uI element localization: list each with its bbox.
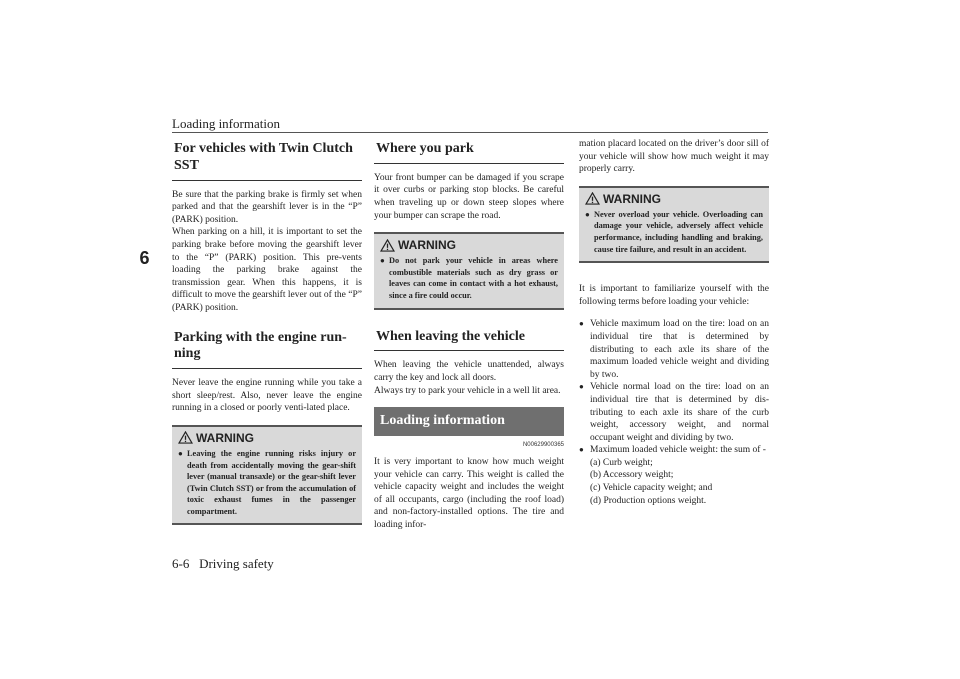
paragraph: Be sure that the parking brake is firmly set when parked and that the gearshift lever is in the “P” (PARK) position. xyxy=(172,189,362,225)
warning-text: Do not park your vehicle in areas where combustible materials such as dry grass or leaves can come in contact with a hot exhaust, since a fire could occur. xyxy=(389,256,558,300)
bullet-icon: ● xyxy=(579,382,584,392)
paragraph: Never leave the engine running while you take a short sleep/rest. Also, never leave the engine running in a closed or poorly venti-lated place. xyxy=(172,378,362,414)
paragraph: Your front bumper can be damaged if you scrape it over curbs or parking stop blocks. Be careful when traveling up or down steep slopes where your bumper can scrape the road. xyxy=(374,172,564,221)
list-item xyxy=(579,318,769,381)
page-header-title: Loading information xyxy=(172,116,280,131)
warning-item xyxy=(178,448,356,518)
sub-list-item: (c) Vehicle capacity weight; and xyxy=(590,483,713,494)
warning-triangle-icon xyxy=(178,431,193,444)
document-code: N00629900365 xyxy=(522,441,564,448)
bullet-icon: ● xyxy=(585,209,590,219)
sub-list-item: (b) Accessory weight; xyxy=(590,470,674,481)
list-item-text: Maximum loaded vehicle weight: the sum of - xyxy=(590,445,766,456)
section-heading: When leaving the vehicle xyxy=(374,326,564,352)
bullet-icon: ● xyxy=(178,448,183,458)
column-1 xyxy=(172,138,362,539)
list-item-text: Vehicle maximum load on the tire: load on an individual tire that is determined by distributing to each axle its share of the maximum loaded vehicle weight and dividing by two. xyxy=(590,319,769,380)
paragraph: When leaving the vehicle unattended, always carry the key and lock all doors. xyxy=(374,360,564,383)
column-2 xyxy=(374,138,564,541)
header-rule xyxy=(172,132,768,133)
paragraph: When parking on a hill, it is important to set the parking brake before moving the gearshift lever to the “P” (PARK) position. This pre-vents loading the parking brake against the transmission gear. When this happens, it is difficult to move the gearshift lever out of the “P” (PARK) position. xyxy=(172,227,362,313)
section-heading: For vehicles with Twin Clutch SST xyxy=(172,138,362,181)
warning-title xyxy=(178,431,356,445)
paragraph: mation placard located on the driver’s door sill of your vehicle will show how much weight it may properly carry. xyxy=(579,139,769,175)
section-heading: Parking with the engine run-ning xyxy=(172,327,362,370)
sub-list-item: (d) Production options weight. xyxy=(590,495,707,506)
list-item xyxy=(579,381,769,444)
warning-box xyxy=(579,186,769,263)
section-heading-boxed: Loading information xyxy=(374,407,564,436)
warning-text: Leaving the engine running risks injury or death from accidentally moving the gear-shift lever (manual transaxle) or the gear-shift lever (Twin Clutch SST) or from the accumulation of toxic exhaust fumes in the passenger compartment. xyxy=(187,448,356,516)
warning-box xyxy=(172,425,362,526)
section-heading: Where you park xyxy=(374,138,564,164)
sub-list-item: (a) Curb weight; xyxy=(590,457,653,468)
warning-item xyxy=(585,209,763,255)
warning-item xyxy=(380,255,558,301)
list-item-text: Vehicle normal load on the tire: load on an individual tire that is determined by dis-tributing to each axle its share of the curb weight, accessory weight, and normal occupant weight and dividing by two. xyxy=(590,382,769,443)
sub-list xyxy=(590,457,769,507)
warning-label: WARNING xyxy=(603,191,661,206)
paragraph: Always try to park your vehicle in a well lit area. xyxy=(374,385,561,396)
bullet-icon: ● xyxy=(579,319,584,329)
warning-triangle-icon xyxy=(585,192,600,205)
list-item xyxy=(579,444,769,457)
paragraph: It is important to familiarize yourself with the following terms before loading your vehicle: xyxy=(579,284,769,307)
page-footer: 6-6 Driving safety xyxy=(172,556,274,571)
paragraph: It is very important to know how much weight your vehicle can carry. This weight is called the vehicle capacity weight and includes the weight of all occupants, cargo (including the roof load) and non-factory-installed options. The tire and loading infor- xyxy=(374,456,564,530)
warning-box xyxy=(374,232,564,309)
bullet-icon: ● xyxy=(579,445,584,455)
column-3 xyxy=(579,138,769,517)
warning-title xyxy=(380,238,558,252)
warning-triangle-icon xyxy=(380,239,395,252)
warning-label: WARNING xyxy=(196,430,254,445)
chapter-tab: 6 xyxy=(133,243,156,273)
term-list xyxy=(579,318,769,507)
bullet-icon: ● xyxy=(380,256,385,266)
warning-label: WARNING xyxy=(398,238,456,253)
warning-title xyxy=(585,192,763,206)
warning-text: Never overload your vehicle. Overloading can damage your vehicle, adversely affect vehicle performance, including handling and braking, cause tire failure, and result in an accident. xyxy=(594,209,763,254)
